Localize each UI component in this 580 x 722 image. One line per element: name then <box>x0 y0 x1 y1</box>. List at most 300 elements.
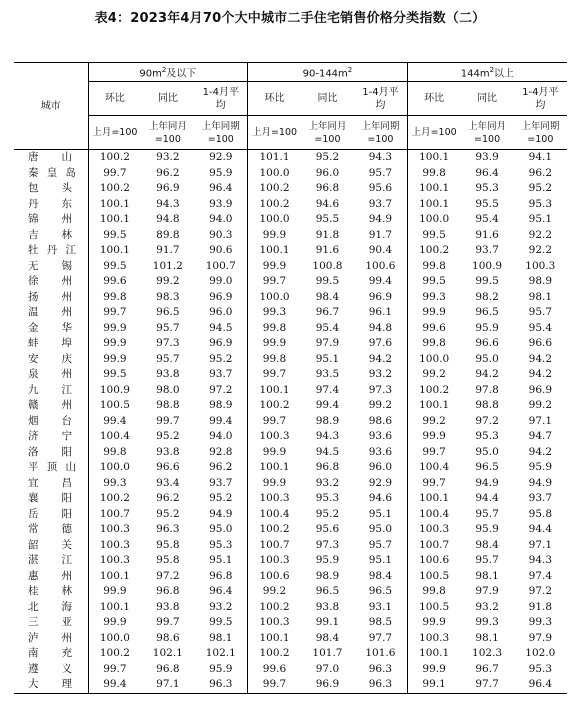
index-cell: 99.5 <box>88 228 141 244</box>
index-cell: 95.0 <box>475 445 499 458</box>
index-cell: 100.2 <box>88 150 141 166</box>
index-cell: 96.9 <box>209 337 233 350</box>
index-cell: 99.4 <box>368 275 393 288</box>
index-cell: 102.0 <box>525 647 556 660</box>
index-cell: 100.3 <box>88 553 141 569</box>
index-cell: 99.9 <box>248 259 301 275</box>
index-cell: 99.2 <box>407 414 460 430</box>
index-cell: 94.2 <box>528 352 553 365</box>
index-cell: 94.3 <box>528 554 553 567</box>
city-name: 金华 <box>28 321 72 334</box>
sub-header-0-0: 环比 <box>88 82 141 116</box>
index-cell: 97.9 <box>315 337 340 350</box>
index-cell: 99.8 <box>88 290 141 306</box>
index-cell: 89.8 <box>156 228 180 241</box>
city-name: 惠州 <box>28 569 72 582</box>
table-row <box>14 476 567 492</box>
table-row <box>14 507 567 523</box>
index-cell: 91.7 <box>368 228 393 241</box>
index-cell: 100.2 <box>407 243 460 259</box>
index-cell: 91.8 <box>315 228 340 241</box>
index-cell: 99.8 <box>407 336 460 352</box>
table-row <box>14 336 567 352</box>
table-row <box>14 553 567 569</box>
index-cell: 99.9 <box>88 321 141 337</box>
index-cell: 95.8 <box>156 554 180 567</box>
index-cell: 95.1 <box>368 554 393 567</box>
index-cell: 91.6 <box>315 244 340 257</box>
index-cell: 100.1 <box>407 181 460 197</box>
city-name: 遵义 <box>28 662 72 675</box>
index-cell: 97.2 <box>528 585 553 598</box>
index-cell: 97.9 <box>475 585 499 598</box>
index-cell: 99.9 <box>248 476 301 492</box>
index-cell: 99.6 <box>407 321 460 337</box>
city-name: 吉林 <box>28 228 72 241</box>
index-cell: 93.8 <box>156 445 180 458</box>
index-cell: 96.1 <box>368 306 393 319</box>
index-cell: 94.2 <box>528 368 553 381</box>
index-cell: 96.3 <box>354 677 407 693</box>
sub-header-1-2: 1-4月平均 <box>354 82 407 116</box>
index-cell: 96.5 <box>156 306 180 319</box>
city-name: 安庆 <box>28 352 72 365</box>
index-cell: 94.3 <box>368 151 393 164</box>
index-cell: 100.2 <box>88 646 141 662</box>
table-row <box>14 646 567 662</box>
index-cell: 94.3 <box>156 197 180 210</box>
index-cell: 99.5 <box>315 275 340 288</box>
index-cell: 99.5 <box>407 274 460 290</box>
index-cell: 100.7 <box>205 259 236 272</box>
index-cell: 99.8 <box>248 321 301 337</box>
index-cell: 96.9 <box>209 290 233 303</box>
table-row <box>14 305 567 321</box>
index-cell: 99.5 <box>475 275 499 288</box>
index-cell: 97.3 <box>368 383 393 396</box>
index-cell: 99.9 <box>407 615 460 631</box>
base-header-0-0: 上月=100 <box>88 116 141 150</box>
index-cell: 102.3 <box>472 647 503 660</box>
index-cell: 97.3 <box>156 337 180 350</box>
sub-header-0-1: 同比 <box>141 82 194 116</box>
index-cell: 98.9 <box>315 414 340 427</box>
index-cell: 98.9 <box>528 275 553 288</box>
table-row <box>14 367 567 383</box>
city-name: 锦州 <box>28 213 72 226</box>
index-cell: 95.2 <box>315 507 340 520</box>
index-cell: 93.2 <box>475 600 499 613</box>
index-cell: 94.8 <box>156 213 180 226</box>
index-cell: 90.4 <box>368 244 393 257</box>
index-cell: 96.7 <box>315 306 340 319</box>
city-name: 桂林 <box>28 585 72 598</box>
index-cell: 96.7 <box>475 662 499 675</box>
index-cell: 100.1 <box>248 383 301 399</box>
index-cell: 100.1 <box>407 197 460 213</box>
index-cell: 100.4 <box>407 460 460 476</box>
sub-header-0-2: 1-4月平均 <box>194 82 247 116</box>
index-cell: 102.1 <box>205 647 236 660</box>
index-cell: 96.9 <box>528 383 553 396</box>
index-cell: 100.0 <box>248 290 301 306</box>
city-name: 济宁 <box>28 430 72 443</box>
city-name: 平顶山 <box>28 461 76 474</box>
index-cell: 94.4 <box>528 523 553 536</box>
index-cell: 93.7 <box>209 368 233 381</box>
index-cell: 99.3 <box>88 476 141 492</box>
table-row <box>14 569 567 585</box>
index-cell: 93.2 <box>368 368 393 381</box>
index-cell: 93.8 <box>156 600 180 613</box>
index-cell: 99.1 <box>315 616 340 629</box>
index-cell: 96.4 <box>475 166 499 179</box>
index-cell: 96.2 <box>156 492 180 505</box>
table-row <box>14 677 567 693</box>
index-cell: 100.1 <box>248 243 301 259</box>
city-name: 唐山 <box>28 151 72 164</box>
index-cell: 95.7 <box>368 538 393 551</box>
index-cell: 93.7 <box>368 197 393 210</box>
table-row <box>14 290 567 306</box>
index-cell: 96.6 <box>156 461 180 474</box>
index-cell: 95.9 <box>475 523 499 536</box>
index-cell: 96.8 <box>315 182 340 195</box>
index-cell: 95.9 <box>209 662 233 675</box>
index-cell: 96.0 <box>315 166 340 179</box>
index-cell: 96.6 <box>475 337 499 350</box>
index-cell: 99.4 <box>315 399 340 412</box>
index-cell: 100.1 <box>88 212 141 228</box>
index-cell: 99.9 <box>88 584 141 600</box>
index-cell: 95.1 <box>315 352 340 365</box>
base-header-row <box>14 116 567 150</box>
city-name: 湛江 <box>28 554 72 567</box>
index-cell: 100.5 <box>407 600 460 616</box>
index-cell: 96.5 <box>368 585 393 598</box>
index-cell: 99.9 <box>248 445 301 461</box>
city-name: 宜昌 <box>28 476 72 489</box>
table-row <box>14 662 567 678</box>
group-header-90-144: $90-144m^2$ <box>248 63 408 82</box>
table-row <box>14 150 567 166</box>
table-title: 表4：2023年4月70个大中城市二手住宅销售价格分类指数（二） <box>94 11 486 26</box>
index-cell: 99.3 <box>407 290 460 306</box>
index-cell: 99.5 <box>209 616 233 629</box>
base-header-0-1: 上年同月=100 <box>141 116 194 150</box>
index-cell: 97.0 <box>315 662 340 675</box>
index-cell: 92.9 <box>209 151 233 164</box>
index-cell: 94.0 <box>209 213 233 226</box>
index-cell: 100.6 <box>365 259 396 272</box>
index-cell: 95.3 <box>475 430 499 443</box>
index-cell: 94.6 <box>368 492 393 505</box>
index-cell: 100.9 <box>88 383 141 399</box>
index-cell: 99.3 <box>248 305 301 321</box>
table-row <box>14 538 567 554</box>
index-cell: 95.4 <box>528 321 553 334</box>
index-cell: 100.4 <box>248 507 301 523</box>
index-cell: 98.1 <box>475 569 499 582</box>
index-cell: 100.2 <box>88 491 141 507</box>
index-cell: 95.3 <box>528 662 553 675</box>
index-cell: 95.7 <box>475 554 499 567</box>
index-cell: 96.2 <box>528 166 553 179</box>
city-name: 泉州 <box>28 368 72 381</box>
index-cell: 100.3 <box>248 491 301 507</box>
index-cell: 97.2 <box>209 383 233 396</box>
index-cell: 93.8 <box>315 600 340 613</box>
index-cell: 95.2 <box>209 492 233 505</box>
index-cell: 97.7 <box>460 677 513 693</box>
index-cell: 99.4 <box>88 414 141 430</box>
index-cell: 95.0 <box>209 523 233 536</box>
index-cell: 95.1 <box>209 554 233 567</box>
index-cell: 95.7 <box>156 352 180 365</box>
index-cell: 100.1 <box>407 491 460 507</box>
index-cell: 95.8 <box>528 507 553 520</box>
index-cell: 100.9 <box>472 259 503 272</box>
index-cell: 98.2 <box>475 290 499 303</box>
index-cell: 92.2 <box>528 228 553 241</box>
index-cell: 100.0 <box>407 212 460 228</box>
sub-header-2-2: 1-4月平均 <box>514 82 567 116</box>
index-cell: 92.8 <box>209 445 233 458</box>
index-cell: 100.1 <box>407 646 460 662</box>
index-cell: 90.6 <box>209 244 233 257</box>
index-cell: 100.2 <box>407 383 460 399</box>
index-cell: 98.4 <box>315 290 340 303</box>
index-cell: 100.3 <box>407 631 460 647</box>
index-cell: 100.3 <box>88 538 141 554</box>
index-cell: 95.3 <box>475 182 499 195</box>
city-name: 泸州 <box>28 631 72 644</box>
city-name: 赣州 <box>28 399 72 412</box>
index-cell: 95.4 <box>315 321 340 334</box>
city-name: 韶关 <box>28 538 72 551</box>
index-cell: 96.2 <box>156 166 180 179</box>
table-row <box>14 181 567 197</box>
city-name: 大理 <box>14 677 88 693</box>
index-cell: 98.8 <box>475 399 499 412</box>
index-cell: 99.9 <box>88 336 141 352</box>
index-cell: 99.4 <box>88 677 141 693</box>
index-cell: 99.2 <box>248 584 301 600</box>
index-cell: 95.6 <box>368 182 393 195</box>
index-cell: 96.4 <box>209 585 233 598</box>
table-row <box>14 600 567 616</box>
index-cell: 99.7 <box>88 305 141 321</box>
group-header-90-below: $90m^2$及以下 <box>88 63 248 82</box>
city-name: 扬州 <box>28 290 72 303</box>
index-cell: 101.6 <box>365 647 396 660</box>
index-cell: 99.9 <box>88 352 141 368</box>
index-cell: 98.4 <box>475 538 499 551</box>
index-cell: 94.9 <box>475 476 499 489</box>
index-cell: 100.7 <box>407 538 460 554</box>
index-cell: 98.9 <box>209 399 233 412</box>
index-cell: 100.7 <box>88 507 141 523</box>
table-row <box>14 429 567 445</box>
index-cell: 95.7 <box>368 166 393 179</box>
index-cell: 99.7 <box>88 662 141 678</box>
index-cell: 98.6 <box>368 414 393 427</box>
index-cell: 98.3 <box>156 290 180 303</box>
index-cell: 94.1 <box>528 151 553 164</box>
index-cell: 100.2 <box>248 600 301 616</box>
base-header-1-2: 上年同期=100 <box>354 116 407 150</box>
index-cell: 101.1 <box>248 150 301 166</box>
index-cell: 95.8 <box>156 538 180 551</box>
index-cell: 91.6 <box>475 228 499 241</box>
city-name: 烟台 <box>28 414 72 427</box>
index-cell: 100.4 <box>407 507 460 523</box>
index-cell: 99.8 <box>407 259 460 275</box>
base-header-2-2: 上年同期=100 <box>514 116 567 150</box>
index-cell: 94.2 <box>528 445 553 458</box>
index-cell: 93.4 <box>156 476 180 489</box>
index-cell: 94.2 <box>368 352 393 365</box>
index-cell: 100.6 <box>248 569 301 585</box>
table-header <box>14 63 567 150</box>
index-cell: 100.1 <box>248 631 301 647</box>
city-name: 秦皇岛 <box>28 166 76 179</box>
index-cell: 93.9 <box>475 151 499 164</box>
index-cell: 100.3 <box>248 553 301 569</box>
index-cell: 99.0 <box>209 275 233 288</box>
index-cell: 94.9 <box>368 213 393 226</box>
index-cell: 95.0 <box>368 523 393 536</box>
index-cell: 96.8 <box>315 461 340 474</box>
index-cell: 96.2 <box>209 461 233 474</box>
index-cell: 93.8 <box>156 368 180 381</box>
index-cell: 98.1 <box>528 290 553 303</box>
table-row <box>14 321 567 337</box>
index-cell: 100.1 <box>88 197 141 213</box>
base-header-1-0: 上月=100 <box>248 116 301 150</box>
index-cell: 92.2 <box>528 244 553 257</box>
index-cell: 98.4 <box>315 631 340 644</box>
index-cell: 97.1 <box>528 538 553 551</box>
city-name: 九江 <box>28 383 72 396</box>
index-cell: 93.6 <box>368 430 393 443</box>
index-cell: 99.7 <box>248 677 301 693</box>
table-row <box>14 166 567 182</box>
city-name: 北海 <box>28 600 72 613</box>
index-cell: 90.3 <box>209 228 233 241</box>
index-cell: 93.2 <box>209 600 233 613</box>
index-cell: 100.3 <box>525 259 556 272</box>
index-cell: 95.5 <box>315 213 340 226</box>
index-cell: 100.3 <box>407 522 460 538</box>
index-cell: 99.8 <box>407 166 460 182</box>
index-cell: 93.2 <box>315 476 340 489</box>
index-cell: 100.7 <box>248 538 301 554</box>
index-cell: 99.2 <box>368 399 393 412</box>
index-cell: 96.5 <box>315 585 340 598</box>
index-cell: 100.0 <box>88 460 141 476</box>
index-cell: 100.0 <box>248 166 301 182</box>
index-cell: 91.7 <box>156 244 180 257</box>
table-body <box>14 150 567 694</box>
index-cell: 91.8 <box>528 600 553 613</box>
index-cell: 99.9 <box>407 429 460 445</box>
index-cell: 99.9 <box>407 305 460 321</box>
index-cell: 97.9 <box>528 631 553 644</box>
index-cell: 93.9 <box>209 197 233 210</box>
index-cell: 99.9 <box>248 336 301 352</box>
index-cell: 99.6 <box>88 274 141 290</box>
city-name: 洛阳 <box>28 445 72 458</box>
index-cell: 100.1 <box>248 460 301 476</box>
index-cell: 97.7 <box>368 631 393 644</box>
index-cell: 94.6 <box>315 197 340 210</box>
sub-header-1-0: 环比 <box>248 82 301 116</box>
index-cell: 97.6 <box>368 337 393 350</box>
index-cell: 96.0 <box>209 306 233 319</box>
index-cell: 100.1 <box>88 600 141 616</box>
index-cell: 100.5 <box>407 569 460 585</box>
index-cell: 94.2 <box>475 368 499 381</box>
index-cell: 92.9 <box>368 476 393 489</box>
index-cell: 95.2 <box>156 430 180 443</box>
index-cell: 100.2 <box>248 197 301 213</box>
index-cell: 97.4 <box>315 383 340 396</box>
index-cell: 95.9 <box>209 166 233 179</box>
index-cell: 97.1 <box>528 414 553 427</box>
table-row <box>14 352 567 368</box>
city-name: 蚌埠 <box>28 337 72 350</box>
index-cell: 100.2 <box>88 181 141 197</box>
index-cell: 99.4 <box>209 414 233 427</box>
index-cell: 99.7 <box>407 476 460 492</box>
index-cell: 100.3 <box>248 429 301 445</box>
index-cell: 93.7 <box>528 492 553 505</box>
index-cell: 98.1 <box>475 631 499 644</box>
index-cell: 95.9 <box>528 461 553 474</box>
base-header-2-1: 上年同月=100 <box>460 116 513 150</box>
index-cell: 95.7 <box>528 306 553 319</box>
index-cell: 99.5 <box>88 367 141 383</box>
index-cell: 94.0 <box>209 430 233 443</box>
index-cell: 96.9 <box>368 290 393 303</box>
table-row <box>14 615 567 631</box>
sub-header-row <box>14 82 567 116</box>
index-cell: 100.0 <box>407 352 460 368</box>
index-cell: 96.3 <box>194 677 247 693</box>
city-name: 襄阳 <box>28 492 72 505</box>
index-cell: 95.9 <box>315 554 340 567</box>
price-index-table <box>14 62 567 694</box>
index-cell: 96.8 <box>156 585 180 598</box>
index-cell: 97.3 <box>315 538 340 551</box>
index-cell: 95.7 <box>156 321 180 334</box>
table-row <box>14 460 567 476</box>
index-cell: 97.4 <box>528 569 553 582</box>
index-cell: 96.3 <box>156 523 180 536</box>
index-cell: 101.2 <box>152 259 183 272</box>
index-cell: 96.4 <box>209 182 233 195</box>
index-cell: 100.2 <box>248 398 301 414</box>
table-row <box>14 522 567 538</box>
index-cell: 95.0 <box>475 352 499 365</box>
index-cell: 96.0 <box>368 461 393 474</box>
index-cell: 98.4 <box>368 569 393 582</box>
table-row <box>14 383 567 399</box>
sub-header-1-1: 同比 <box>301 82 354 116</box>
index-cell: 98.1 <box>209 631 233 644</box>
index-cell: 96.8 <box>156 662 180 675</box>
